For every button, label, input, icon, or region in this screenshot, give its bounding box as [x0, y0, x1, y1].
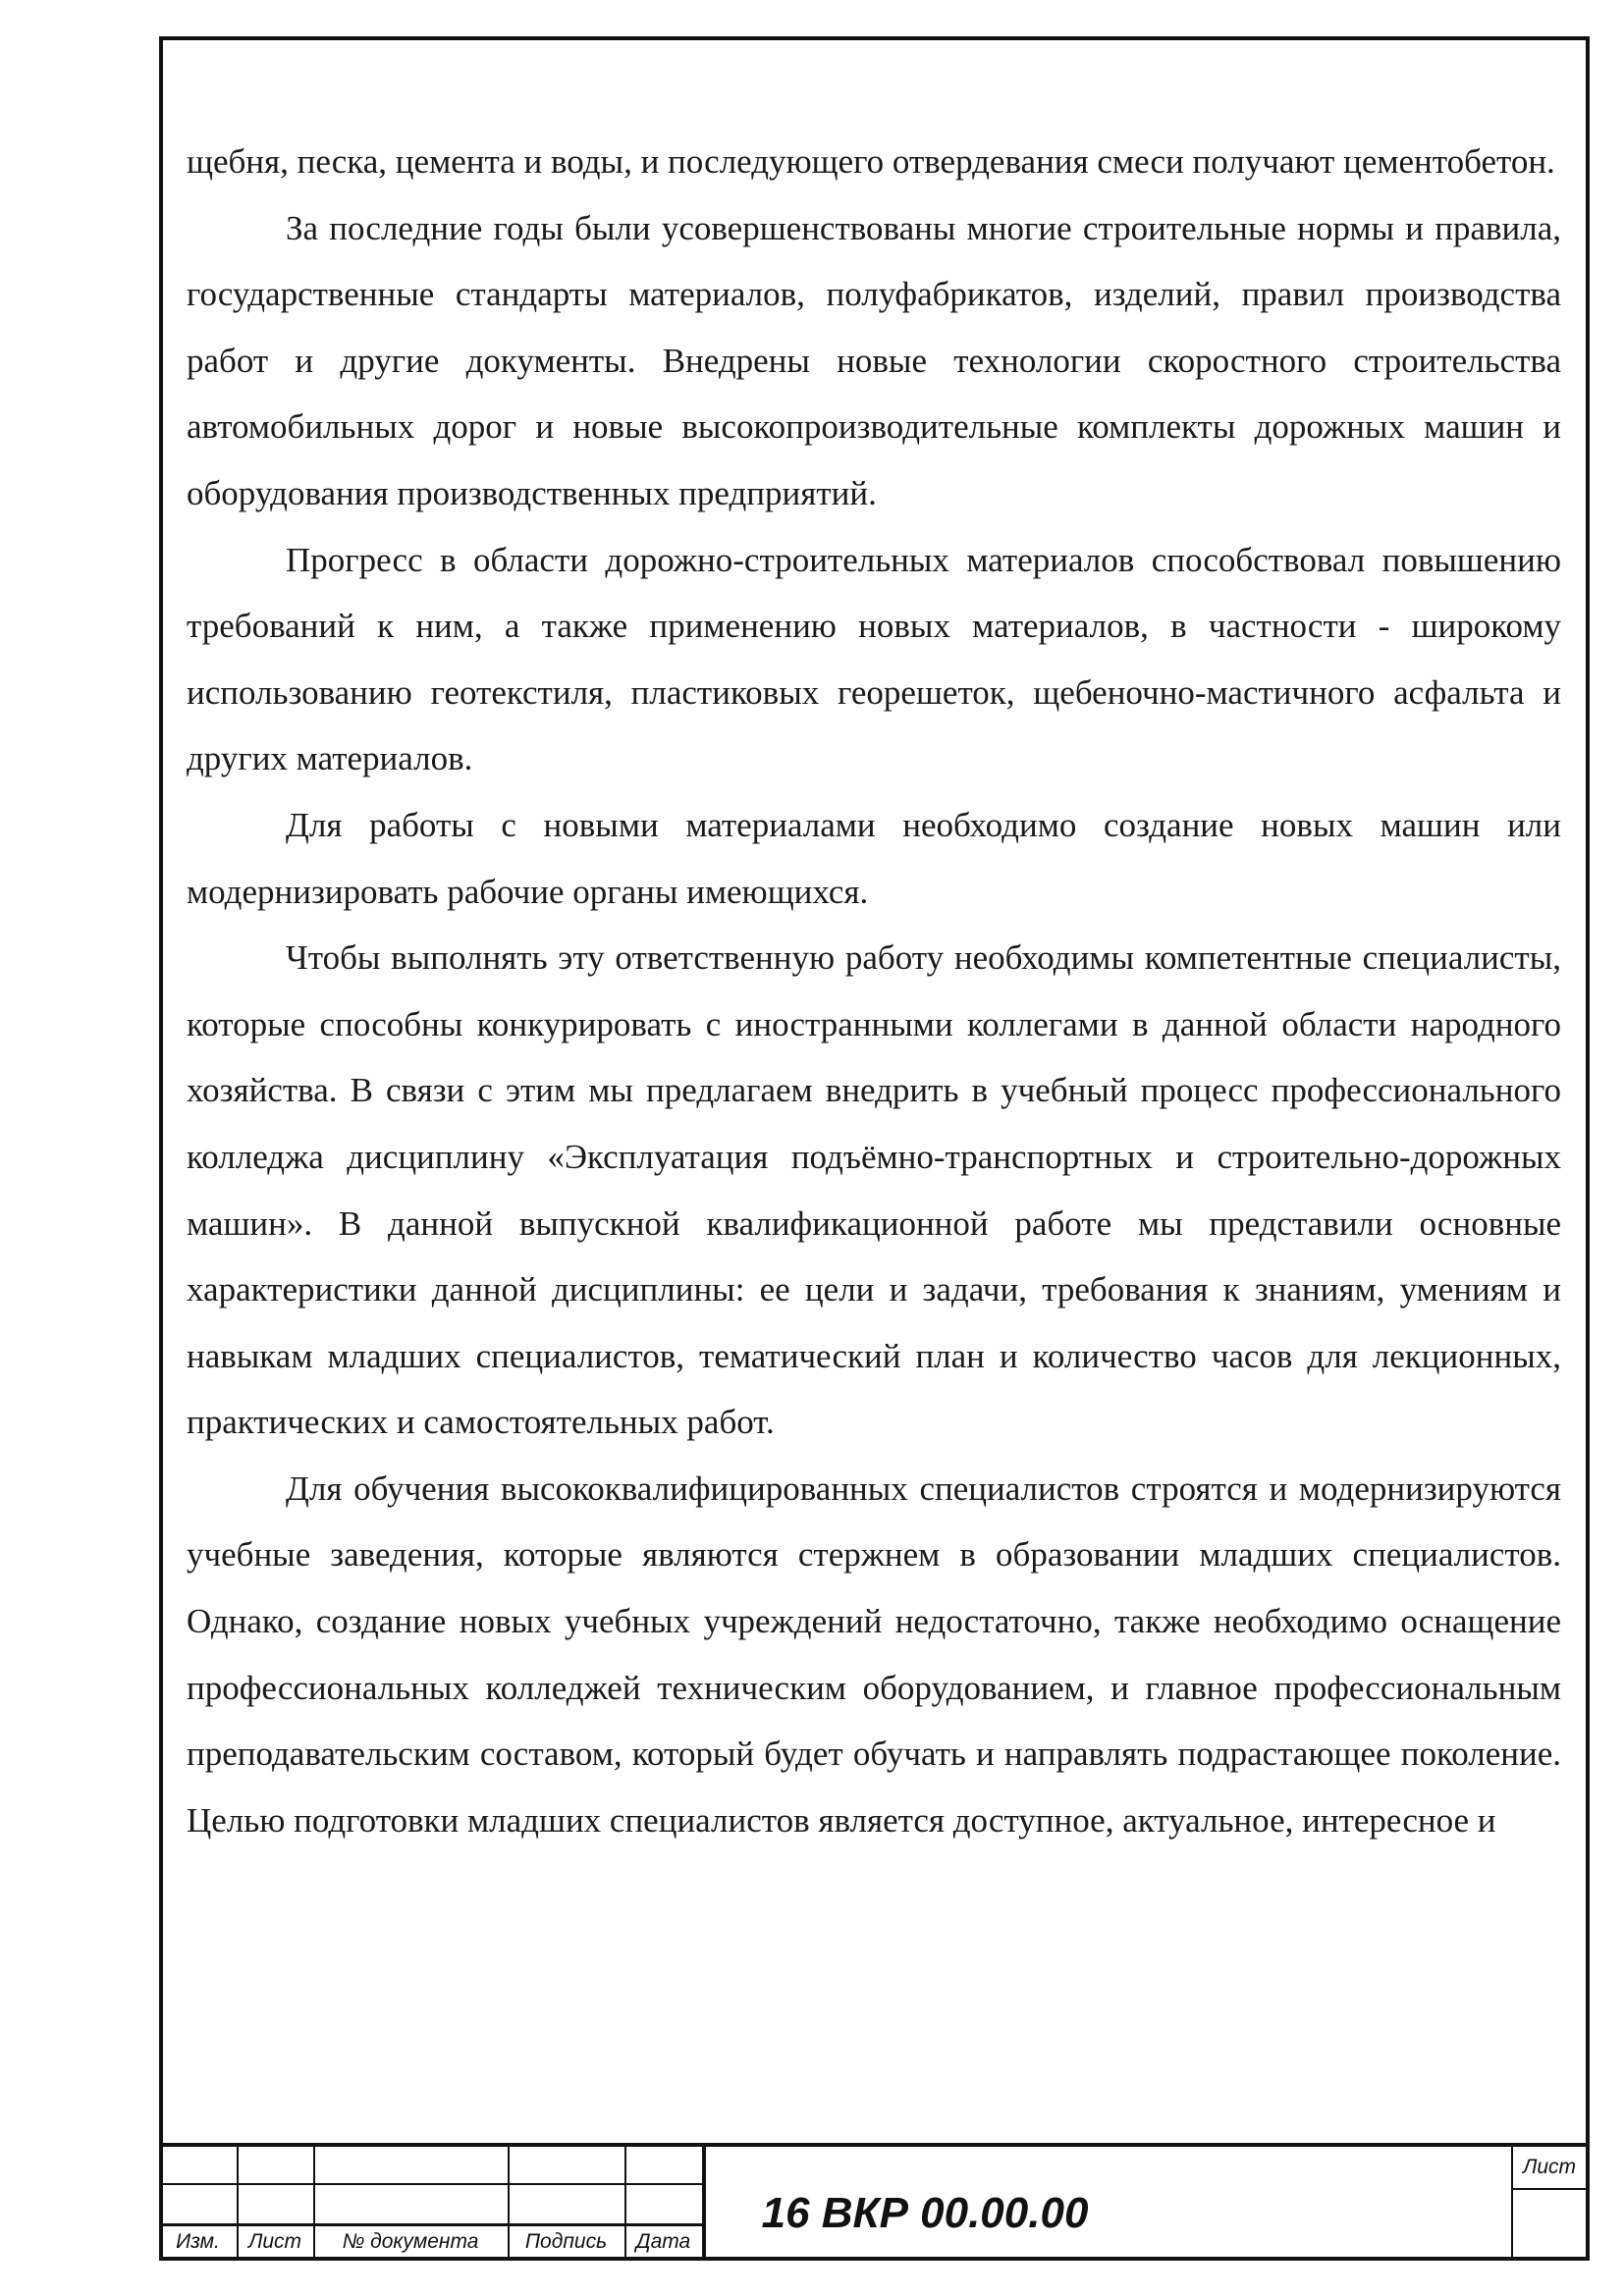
stamp-divider — [702, 2147, 706, 2261]
label-list: Лист — [247, 2230, 302, 2253]
label-date: Дата — [635, 2230, 691, 2253]
stamp-row-line — [159, 2223, 704, 2226]
paragraph-5: Чтобы выполнять эту ответственную работу необходимы компетентные специалисты, которые способны конкурировать с иностранными коллегами в данной области народного хозяйства. В связи с этим мы предлагаем внедрить в учебный процесс профессионального колледжа дисциплину «Эксплуатация подъёмно-транспортных и строительно-дорожных машин». В данной выпускной квалификационной работе мы представили основные характеристики данной дисциплины: ее цели и задачи, требования к знаниям, умениям и навыкам младших специалистов, тематический план и количество часов для лекционных, практических и самостоятельных работ. — [187, 938, 1561, 1442]
stamp-row-line — [1511, 2188, 1586, 2190]
paragraph-6: Для обучения высококвалифицированных специалистов строятся и модернизируются учебные заведения, которые являются стержнем в образовании младших специалистов. Однако, создание новых учебных учреждений недостаточно, также необходимо оснащение профессиональных колледжей техническим оборудованием, и главное профессиональным преподавательским составом, который будет обучать и направлять подрастающее поколение. Целью подготовки младших специалистов является доступное, актуальное, интересное и — [187, 1468, 1561, 1840]
paragraph-1: щебня, песка, цемента и воды, и последующего отвердевания смеси получают цементобетон. — [187, 142, 1555, 181]
document-body — [187, 129, 1561, 1853]
label-sheet: Лист — [1522, 2156, 1577, 2178]
paragraph-2: За последние годы были усовершенствованы многие строительные нормы и правила, государственные стандарты материалов, полуфабрикатов, изделий, правил производства работ и другие документы. Внедрены новые технологии скоростного строительства автомобильных дорог и новые высокопроизводительные комплекты дорожных машин и оборудования производственных предприятий. — [187, 208, 1561, 512]
label-doc-number: № документа — [342, 2230, 479, 2253]
paragraph-3: Прогресс в области дорожно-строительных материалов способствовал повышению требований к ним, а также применению новых материалов, в частности - широкому использованию геотекстиля, пластиковых георешеток, щебеночно-мастичного асфальта и других материалов. — [187, 540, 1561, 778]
paragraph-4: Для работы с новыми материалами необходимо создание новых машин или модернизировать рабочие органы имеющихся. — [187, 805, 1561, 911]
label-signature: Подпись — [524, 2230, 608, 2253]
label-izm: Изм. — [176, 2230, 220, 2253]
document-code: 16 ВКР 00.00.00 — [761, 2189, 1089, 2237]
title-block — [159, 2143, 1590, 2261]
stamp-row-line — [159, 2183, 704, 2185]
